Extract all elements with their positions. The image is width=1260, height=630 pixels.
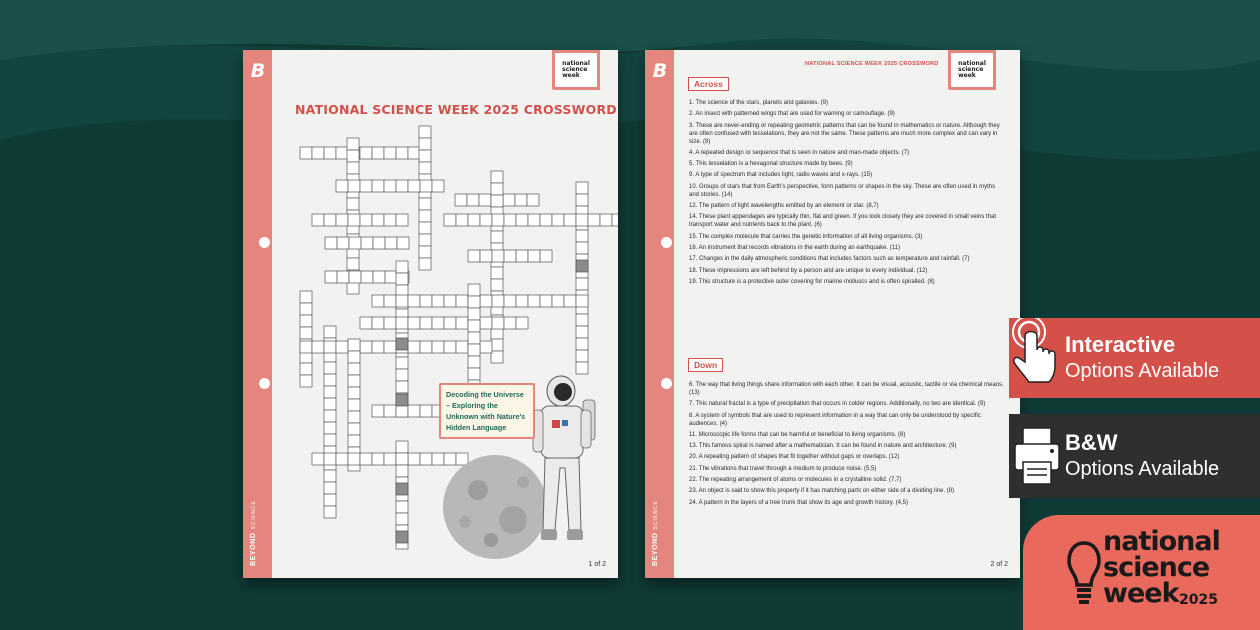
- clue-item: 3. These are never-ending or repeating geometric patterns that can be found in mathematics or nature. Although they are often confused with tesselations, they are not the same. These patterns are much more complex and can vary in size. (8): [689, 122, 1000, 145]
- moon-illustration: [443, 455, 547, 559]
- page-number: 1 of 2: [588, 561, 606, 568]
- logo-week: week: [1103, 578, 1179, 609]
- nsw-badge: [948, 50, 996, 90]
- clue-item: 5. This tesselation is a hexagonal structure made by bees. (9): [689, 161, 853, 168]
- clue-item: 10. Groups of stars that from Earth's perspective, form patterns or shapes in the sky. These are often used in myths and stories. (14): [689, 183, 996, 198]
- clue-item: 22. The repeating arrangement of atoms or molecules in a crystalline solid. (7,7): [689, 477, 902, 484]
- logo-science: science: [1103, 552, 1210, 583]
- binder-hole: [661, 237, 672, 248]
- info-box: Decoding the Universe – Exploring the Unknown with Nature's Hidden Language: [439, 383, 535, 439]
- page-number: 2 of 2: [990, 561, 1008, 568]
- clue-item: 2. An insect with patterned wings that are used for warning or camouflage. (9): [689, 111, 895, 118]
- nsw-badge-logo: national science week: [951, 53, 993, 87]
- bw-label: B&W Options Available: [1065, 430, 1220, 480]
- clue-item: 19. This structure is a protective outer covering for marine molluscs and is often spiralled. (8): [689, 278, 935, 285]
- interactive-label: Interactive Options Available: [1065, 332, 1220, 382]
- clue-item: 15. The complex molecule that carries the genetic information of all living organisms. (3): [689, 233, 923, 240]
- brand-label: BEYONDSCIENCE: [250, 500, 257, 566]
- beyond-b-logo-icon: B: [250, 60, 266, 82]
- clue-item: 21. The vibrations that travel through a medium to produce noise. (5,5): [689, 465, 877, 472]
- national-science-week-logo: [1023, 515, 1260, 630]
- clue-item: 23. An object is said to show this property if it has matching parts on either side of a dividing line. (8): [689, 488, 955, 495]
- crossword-page-2: [645, 50, 1020, 578]
- clue-item: 13. This famous spiral is named after a mathematician. It can be found in nature and architecture. (9): [689, 443, 957, 450]
- clue-item: 1. The science of the stars, planets and galaxies. (9): [689, 100, 828, 106]
- interactive-options-badge: [1009, 318, 1260, 398]
- clue-item: 14. These plant appendages are typically thin, flat and green. If you look closely they are covered in small veins that transport water and nutrients back to the plant. (6): [689, 214, 997, 229]
- page-side-strip: [645, 50, 674, 578]
- down-heading: Down: [688, 358, 723, 372]
- clue-item: 9. A type of spectrum that includes light, radio waves and x-rays. (15): [689, 172, 873, 179]
- clue-item: 8. A system of symbols that are used to represent information in a way that can only be understood by specific audiences. (4): [689, 412, 981, 427]
- brand-label: BEYONDSCIENCE: [652, 500, 659, 566]
- logo-national: national: [1103, 526, 1220, 557]
- beyond-b-logo-icon: B: [652, 60, 668, 82]
- page-title: NATIONAL SCIENCE WEEK 2025 CROSSWORD: [295, 102, 617, 117]
- clue-item: 12. The pattern of light wavelengths emitted by an element or star. (8,7): [689, 203, 879, 210]
- touch-hand-icon: [1009, 318, 1069, 398]
- crossword-page-1: [243, 50, 618, 578]
- clue-item: 18. These impressions are left behind by a person and are unique to every individual. (12): [689, 267, 928, 274]
- clue-item: 6. The way that living things share information with each other. It can be visual, acoustic, tactile or via chemical means. (13): [689, 382, 1004, 396]
- logo-year: 2025: [1179, 592, 1218, 608]
- clue-item: 7. This natural fractal is a type of precipitation that occurs in colder regions. Additionally, no two are identical. (9): [689, 401, 986, 408]
- clue-item: 24. A pattern in the layers of a tree trunk that show its age and growth history. (4,5): [689, 499, 909, 506]
- clue-item: 17. Changes in the daily atmospheric conditions that includes factors such as temperature and rainfall. (7): [689, 256, 970, 263]
- clue-item: 16. An instrument that records vibrations in the earth during an earthquake. (11): [689, 244, 901, 251]
- binder-hole: [661, 378, 672, 389]
- clue-item: 4. A repeated design or sequence that is seen in nature and man-made objects. (7): [689, 149, 910, 156]
- across-clue-list: [689, 99, 1005, 289]
- across-heading: Across: [688, 77, 729, 91]
- page-header: NATIONAL SCIENCE WEEK 2025 CROSSWORD: [805, 61, 939, 67]
- astronaut-illustration: [243, 50, 618, 578]
- clue-item: 11. Microscopic life forms that can be harmful or beneficial to living organisms. (8): [689, 431, 906, 438]
- down-clue-list: [689, 381, 1005, 510]
- nsw-badge-logo: national science week: [555, 53, 597, 87]
- bw-options-badge: [1009, 414, 1260, 498]
- lightbulb-icon: [1067, 541, 1101, 605]
- printer-icon: [1009, 414, 1069, 498]
- clue-item: 20. A repeating pattern of shapes that fit together without gaps or overlaps. (12): [689, 454, 900, 461]
